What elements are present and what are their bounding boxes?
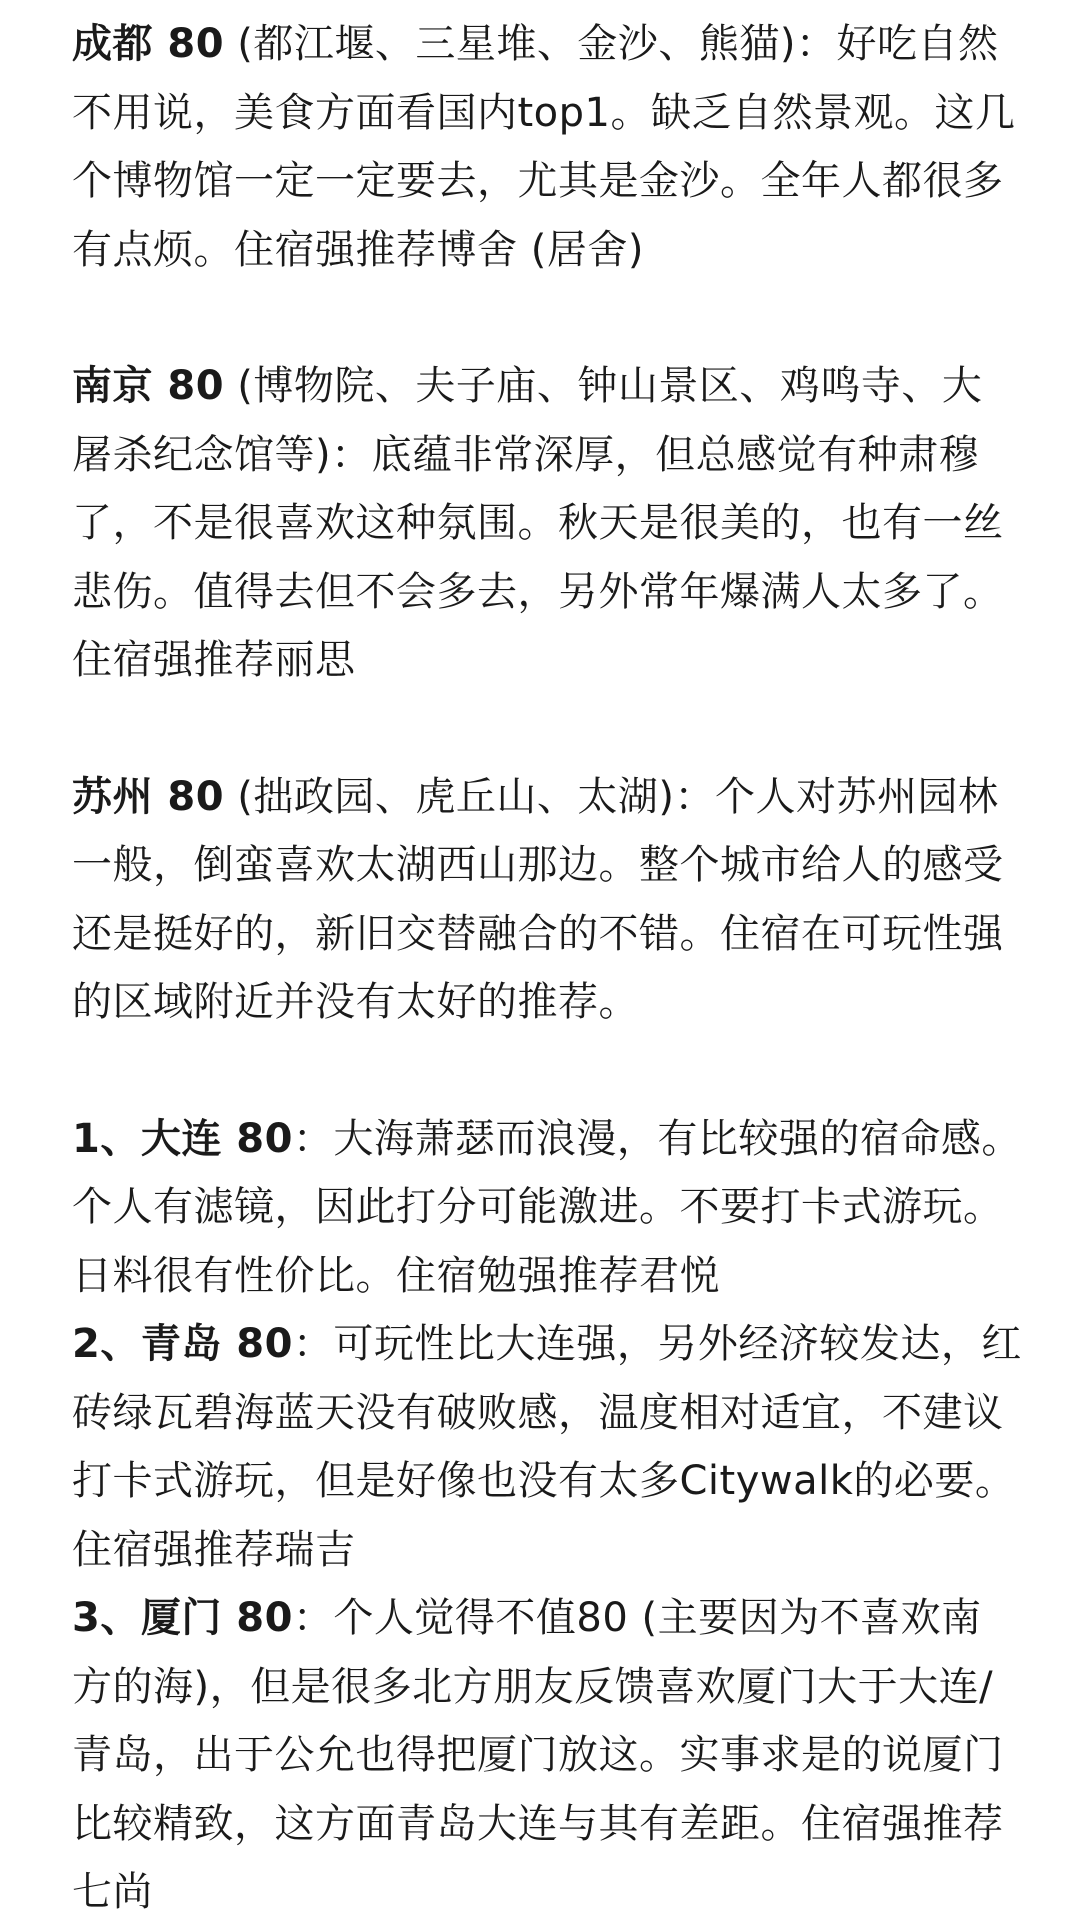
- city-heading: 苏州 80: [72, 773, 225, 820]
- city-paragraph-chengdu: [72, 10, 1022, 284]
- city-heading: 大连 80: [140, 1115, 293, 1162]
- city-heading: 南京 80: [72, 363, 225, 409]
- ranked-city-list: [72, 1105, 1022, 1927]
- city-description: ：大海萧瑟而浪漫，有比较强的宿命感。个人有滤镜，因此打分可能激进。不要打卡式游玩。日料很有性价比。住宿勉强推荐君悦: [72, 1115, 1022, 1299]
- city-description: (博物院、夫子庙、钟山景区、鸡鸣寺、大屠杀纪念馆等)：底蕴非常深厚，但总感觉有种肃穆了，不是很喜欢这种氛围。秋天是很美的，也有一丝悲伤。值得去但不会多去，另外常年爆满人太多了。住宿强推荐丽思: [72, 363, 1004, 683]
- city-paragraph-suzhou: [72, 763, 1022, 1037]
- list-number: 1、: [72, 1115, 141, 1162]
- article-body: [72, 10, 1022, 1927]
- list-item-qingdao: [72, 1310, 1022, 1584]
- city-description: (都江堰、三星堆、金沙、熊猫)：好吃自然不用说，美食方面看国内top1。缺乏自然景观。这几个博物馆一定一定要去，尤其是金沙。全年人都很多有点烦。住宿强推荐博舍 (居舍): [72, 21, 1016, 273]
- city-heading: 青岛 80: [140, 1321, 293, 1367]
- city-paragraph-nanjing: [72, 352, 1022, 695]
- city-heading: 厦门 80: [140, 1595, 293, 1641]
- list-number: 2、: [72, 1321, 141, 1367]
- list-item-xiamen: [72, 1584, 1022, 1927]
- list-item-dalian: [72, 1105, 1022, 1311]
- list-number: 3、: [72, 1595, 141, 1641]
- city-description: (拙政园、虎丘山、太湖)：个人对苏州园林一般，倒蛮喜欢太湖西山那边。整个城市给人的感受还是挺好的，新旧交替融合的不错。住宿在可玩性强的区域附近并没有太好的推荐。: [72, 773, 1004, 1025]
- city-description: ：可玩性比大连强，另外经济较发达，红砖绿瓦碧海蓝天没有破败感，温度相对适宜，不建议打卡式游玩，但是好像也没有太多Citywalk的必要。住宿强推荐瑞吉: [72, 1321, 1022, 1573]
- city-description: ：个人觉得不值80 (主要因为不喜欢南方的海)，但是很多北方朋友反馈喜欢厦门大于大连/青岛，出于公允也得把厦门放这。实事求是的说厦门比较精致，这方面青岛大连与其有差距。住宿强推荐七尚: [72, 1595, 1004, 1915]
- city-heading: 成都 80: [72, 21, 225, 67]
